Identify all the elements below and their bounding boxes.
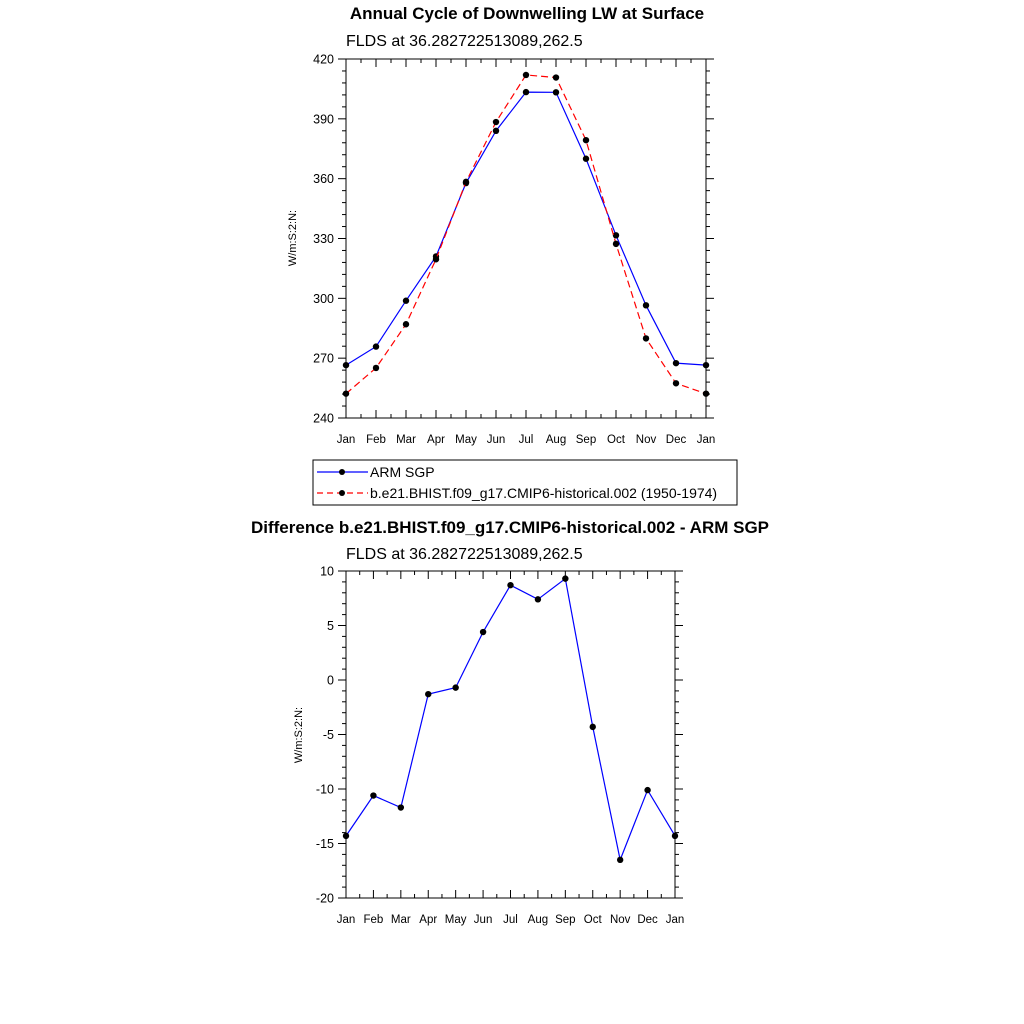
data-point-difference-11	[644, 787, 650, 793]
y-tick-label: -20	[315, 891, 334, 906]
y-tick-label: 10	[320, 564, 334, 579]
y-tick-label: 5	[327, 619, 334, 633]
data-point-difference-8	[562, 575, 568, 581]
series-line-arm-sgp	[346, 92, 706, 365]
x-tick-label-jan: Jan	[696, 434, 716, 446]
data-point-b-e21-bhist-f09-g17-cmip6-historical-002-1950-1974-4	[463, 179, 469, 185]
data-point-arm-sgp-2	[403, 298, 409, 304]
data-point-difference-9	[590, 724, 596, 730]
y-tick-label: 0	[327, 673, 334, 688]
data-point-difference-2	[398, 804, 404, 810]
y-tick-label: 240	[313, 411, 334, 426]
x-tick-label-apr: Apr	[419, 914, 438, 926]
x-tick-label-mar: Mar	[396, 434, 416, 446]
y-axis-label: W/m:S:2:N:	[293, 706, 305, 764]
legend-marker-model	[339, 490, 345, 496]
y-tick-label: -10	[315, 782, 334, 797]
plot-frame	[346, 571, 675, 898]
axis-ticks	[338, 59, 714, 418]
data-point-difference-4	[452, 684, 458, 690]
y-axis-label: W/m:S:2:N:	[287, 209, 299, 267]
chart-subtitle: FLDS at 36.282722513089,262.5	[346, 546, 583, 563]
data-point-arm-sgp-6	[523, 89, 529, 95]
series-line-difference	[346, 579, 675, 860]
x-tick-label-sep: Sep	[555, 914, 576, 926]
x-tick-label-aug: Aug	[545, 434, 567, 446]
data-point-arm-sgp-9	[613, 232, 619, 238]
x-tick-label-mar: Mar	[390, 914, 411, 926]
x-tick-label-dec: Dec	[665, 434, 687, 446]
data-point-difference-7	[535, 596, 541, 602]
x-tick-label-nov: Nov	[635, 434, 657, 446]
y-tick-label: 360	[313, 172, 334, 187]
data-point-b-e21-bhist-f09-g17-cmip6-historical-002-1950-1974-9	[613, 241, 619, 247]
tick-labels	[313, 53, 715, 447]
x-tick-label-oct: Oct	[607, 434, 625, 446]
plot-frame	[346, 59, 706, 418]
x-tick-label-jan: Jan	[336, 914, 356, 926]
data-point-b-e21-bhist-f09-g17-cmip6-historical-002-1950-1974-6	[523, 72, 529, 78]
x-tick-label-may: May	[444, 914, 467, 926]
tick-labels	[316, 565, 684, 927]
data-point-b-e21-bhist-f09-g17-cmip6-historical-002-1950-1974-8	[583, 137, 589, 143]
x-tick-label-feb: Feb	[363, 914, 384, 926]
data-point-difference-3	[425, 691, 431, 697]
data-point-b-e21-bhist-f09-g17-cmip6-historical-002-1950-1974-3	[433, 256, 439, 262]
x-tick-label-oct: Oct	[583, 914, 602, 926]
legend-entry-model	[317, 485, 717, 501]
data-point-difference-6	[507, 582, 513, 588]
data-point-arm-sgp-8	[583, 156, 589, 162]
x-tick-label-apr: Apr	[427, 434, 445, 446]
y-tick-label: 300	[313, 291, 334, 306]
data-point-b-e21-bhist-f09-g17-cmip6-historical-002-1950-1974-2	[403, 321, 409, 327]
data-point-difference-5	[480, 629, 486, 635]
chart-title: Annual Cycle of Downwelling LW at Surface	[349, 4, 705, 23]
x-tick-label-dec: Dec	[637, 914, 658, 926]
data-point-arm-sgp-11	[673, 360, 679, 366]
legend-label-arm-sgp: ARM SGP	[370, 464, 435, 480]
series-line-b-e21-bhist-f09-g17-cmip6-historical-002-1950-1974	[346, 75, 706, 394]
difference-chart	[251, 518, 769, 926]
data-point-difference-10	[617, 857, 623, 863]
y-tick-label: -15	[315, 837, 334, 851]
data-point-arm-sgp-1	[373, 343, 379, 349]
x-tick-label-jan: Jan	[665, 914, 685, 926]
data-point-arm-sgp-10	[643, 302, 649, 308]
annual-cycle-chart	[287, 4, 737, 505]
x-tick-label-jun: Jun	[473, 914, 493, 926]
x-tick-label-jul: Jul	[503, 914, 518, 926]
legend	[313, 460, 737, 505]
x-tick-label-may: May	[455, 434, 477, 446]
x-tick-label-jul: Jul	[518, 434, 534, 446]
legend-marker-arm-sgp	[339, 469, 345, 475]
data-point-arm-sgp-5	[493, 128, 499, 134]
series-layer	[343, 72, 709, 397]
data-point-b-e21-bhist-f09-g17-cmip6-historical-002-1950-1974-11	[673, 380, 679, 386]
x-tick-label-jun: Jun	[486, 434, 506, 446]
x-tick-label-feb: Feb	[366, 434, 386, 446]
data-point-b-e21-bhist-f09-g17-cmip6-historical-002-1950-1974-1	[373, 365, 379, 371]
series-layer	[343, 575, 678, 863]
data-point-b-e21-bhist-f09-g17-cmip6-historical-002-1950-1974-10	[643, 335, 649, 341]
legend-label-model: b.e21.BHIST.f09_g17.CMIP6-historical.002 (1950-1974)	[370, 485, 718, 501]
axis-ticks	[338, 571, 683, 898]
data-point-b-e21-bhist-f09-g17-cmip6-historical-002-1950-1974-5	[493, 119, 499, 125]
x-tick-label-aug: Aug	[527, 914, 549, 926]
y-tick-label: 270	[313, 351, 334, 366]
y-tick-label: 390	[313, 112, 334, 127]
x-tick-label-sep: Sep	[575, 434, 597, 446]
chart-subtitle: FLDS at 36.282722513089,262.5	[346, 33, 583, 50]
x-tick-label-jan: Jan	[336, 434, 356, 446]
chart-title: Difference b.e21.BHIST.f09_g17.CMIP6-historical.002 - ARM SGP	[250, 518, 770, 537]
data-point-arm-sgp-7	[553, 89, 559, 95]
data-point-difference-1	[370, 792, 376, 798]
x-tick-label-nov: Nov	[609, 914, 631, 926]
y-tick-label: -5	[322, 728, 334, 742]
y-tick-label: 420	[313, 52, 334, 67]
y-tick-label: 330	[313, 232, 334, 246]
data-point-b-e21-bhist-f09-g17-cmip6-historical-002-1950-1974-7	[553, 74, 559, 80]
